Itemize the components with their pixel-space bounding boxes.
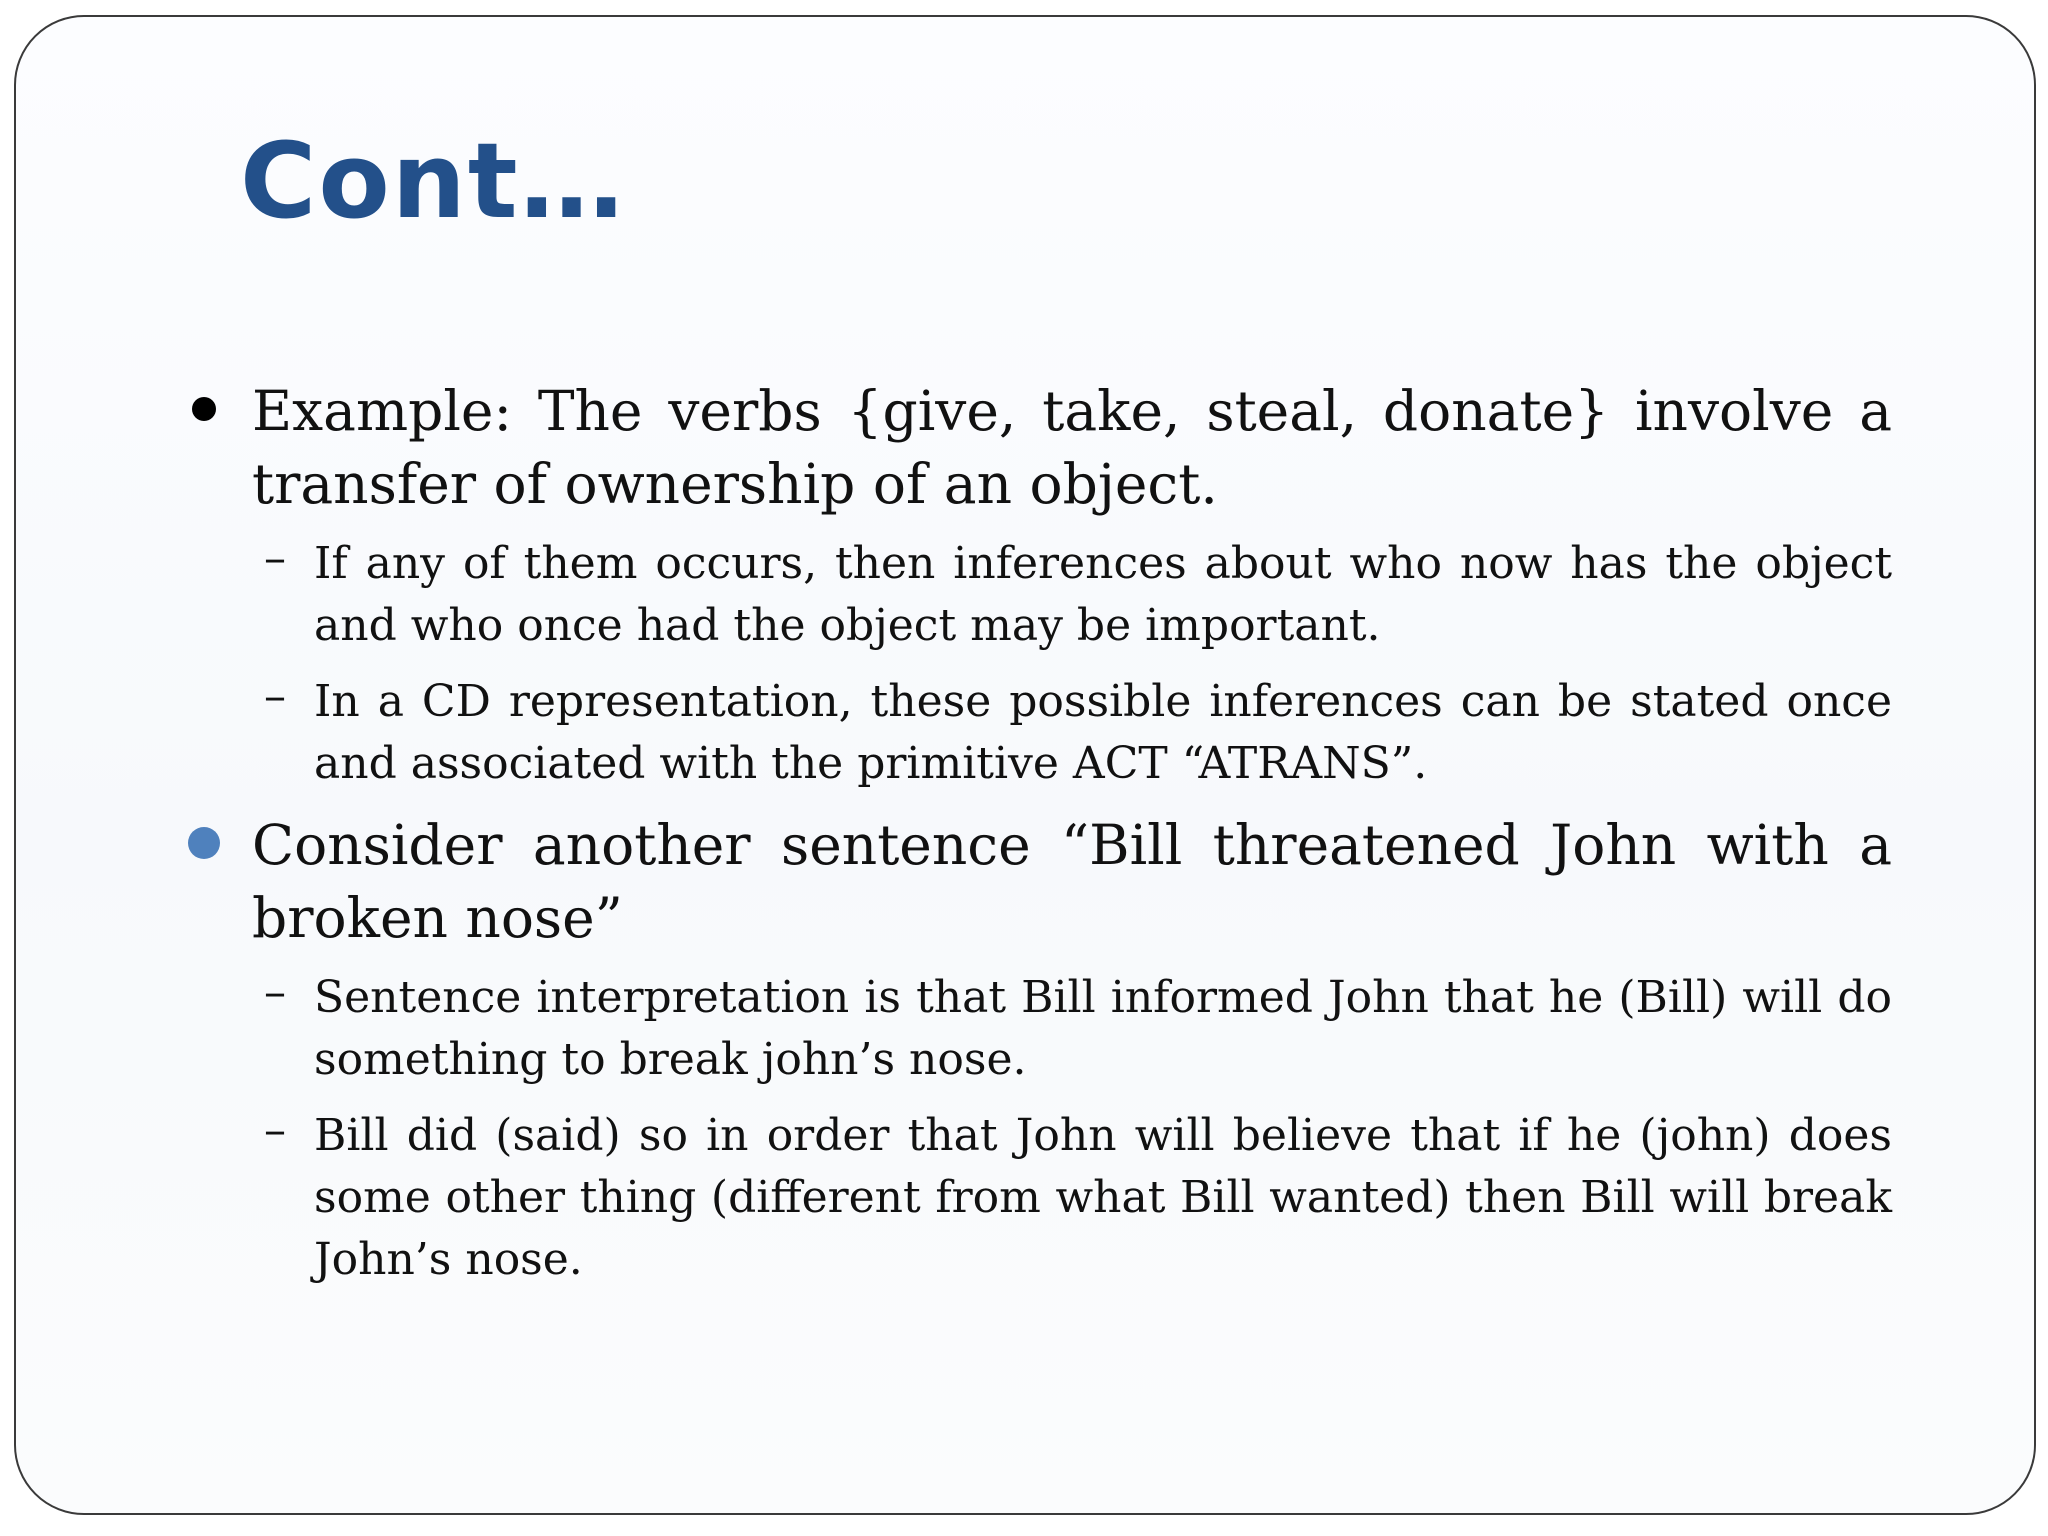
- bullet-dot-icon: [188, 827, 220, 859]
- sub-bullet-item: [264, 1105, 1892, 1291]
- sub-bullet-text: If any of them occurs, then inferences about who now has the object and who once had the object may be important.: [314, 538, 1892, 651]
- bullet-text: Consider another sentence “Bill threatened John with a broken nose”: [252, 813, 1892, 950]
- sub-bullet-text: Bill did (said) so in order that John will believe that if he (john) does some other thing (different from what Bill wanted) then Bill will break John’s nose.: [314, 1110, 1892, 1285]
- sub-bullet-item: [264, 533, 1892, 657]
- dash-icon: –: [264, 671, 286, 722]
- sub-bullet-text: Sentence interpretation is that Bill informed John that he (Bill) will do something to break john’s nose.: [314, 972, 1892, 1085]
- slide-title: Cont…: [240, 120, 626, 242]
- dash-icon: –: [264, 967, 286, 1018]
- bullet-item-2: [252, 809, 1892, 955]
- bullet-item-1: [252, 375, 1892, 521]
- bullet-dot-icon: [192, 397, 216, 421]
- dash-icon: –: [264, 533, 286, 584]
- sub-bullet-item: [264, 967, 1892, 1091]
- slide-content: [252, 375, 1892, 1305]
- bullet-text: Example: The verbs {give, take, steal, donate} involve a transfer of ownership of an object.: [252, 379, 1892, 516]
- slide-frame: [14, 15, 2036, 1515]
- sub-bullet-item: [264, 671, 1892, 795]
- dash-icon: –: [264, 1105, 286, 1156]
- sub-bullet-text: In a CD representation, these possible inferences can be stated once and associated with the primitive ACT “ATRANS”.: [314, 676, 1892, 789]
